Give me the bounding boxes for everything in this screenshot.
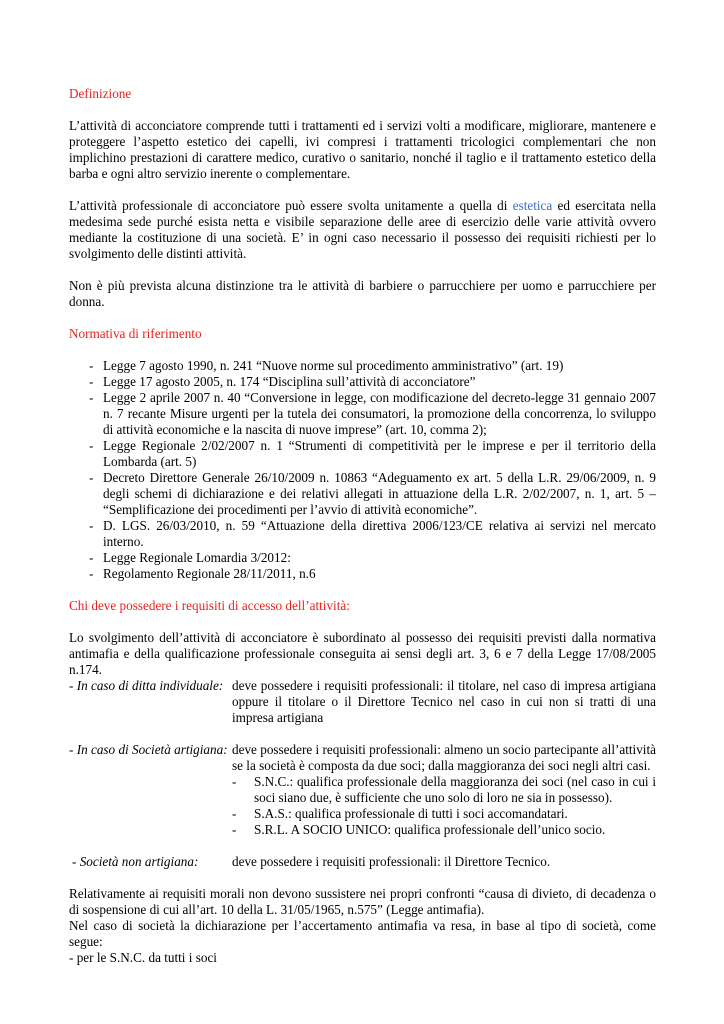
requisito-text: deve possedere i requisiti professionali: il Direttore Tecnico. (232, 854, 551, 869)
list-item (232, 774, 656, 806)
list-dash: - (89, 374, 94, 389)
paragraph-definizione-2 (69, 198, 656, 262)
paragraph-definizione-3: Non è più prevista alcuna distinzione tra le attività di barbiere o parrucchiere per uomo e parrucchiere per donna. (69, 278, 656, 309)
list-item-text: Legge 17 agosto 2005, n. 174 “Disciplina sull’attività di acconciatore” (103, 374, 476, 389)
list-dash: - (89, 566, 94, 581)
requisito-label: - In caso di ditta individuale: (69, 678, 224, 693)
paragraph-definizione-1: L’attività di acconciatore comprende tutti i trattamenti ed i servizi volti a modificare, migliorare, mantenere e proteggere l’aspetto estetico dei capelli, ivi compresi i trattamenti tricologici complementari che non implichino prestazioni di carattere medico, curativo o sanitario, nonché il taglio e il trattamento estetico della barba e ogni altro servizio inerente o complementare. (69, 118, 656, 181)
list-item (69, 470, 656, 518)
list-item-text: S.R.L. A SOCIO UNICO: qualifica professionale dell’unico socio. (254, 822, 606, 837)
list-item (232, 806, 656, 822)
requisito-label: - Società non artigiana: (72, 854, 199, 869)
list-dash: - (89, 358, 94, 373)
list-item-text: S.A.S.: qualifica professionale di tutti i soci accomandatari. (254, 806, 568, 821)
list-item (69, 566, 656, 582)
list-item-text: S.N.C.: qualifica professionale della maggioranza dei soci (nel caso in cui i soci siano due, è sufficiente che uno solo di loro ne sia in possesso). (254, 774, 656, 805)
normativa-list (69, 358, 656, 582)
heading-definizione: Definizione (69, 86, 132, 101)
paragraph-snc: - per le S.N.C. da tutti i soci (69, 950, 217, 965)
list-item-text: Legge 7 agosto 1990, n. 241 “Nuove norme sul procedimento amministrativo” (art. 19) (103, 358, 564, 373)
list-dash: - (89, 438, 94, 453)
list-item (69, 550, 656, 566)
list-item (69, 374, 656, 390)
list-item-text: Regolamento Regionale 28/11/2011, n.6 (103, 566, 316, 581)
requisito-societa-artigiana (69, 742, 656, 838)
text-segment: ed esercitata nella medesima sede purché esista netta e visibile separazione delle aree di esercizio delle varie attività ovvero mediante la costituzione di una società. E’ in ogni caso necessario il possesso dei requisiti richiesti per lo svolgimento delle distinti attività. (69, 198, 657, 261)
list-item (69, 518, 656, 550)
paragraph-requisiti-morali: Relativamente ai requisiti morali non devono sussistere nei propri confronti “causa di divieto, di decadenza o di sospensione di cui all’art. 10 della L. 31/05/1965, n.575” (Legge antimafia). (69, 886, 656, 917)
text-segment: L’attività professionale di acconciatore può essere svolta unitamente a quella di (69, 198, 513, 213)
list-item-text: D. LGS. 26/03/2010, n. 59 “Attuazione della direttiva 2006/123/CE relativa ai servizi nel mercato interno. (103, 518, 656, 549)
list-item (69, 358, 656, 374)
document-page (69, 86, 656, 966)
list-item-text: Legge Regionale 2/02/2007 n. 1 “Strumenti di competitività per le imprese e per il territorio della Lombarda (art. 5) (103, 438, 656, 469)
list-item-text: Legge 2 aprile 2007 n. 40 “Conversione in legge, con modificazione del decreto-legge 31 gennaio 2007 n. 7 recante Misure urgenti per la tutela dei consumatori, la promozione della concorrenza, lo sviluppo di attività economiche e la nascita di nuove imprese” (art. 10, comma 2); (103, 390, 656, 437)
list-dash: - (89, 518, 94, 533)
requisito-body (232, 742, 656, 838)
requisito-text: deve possedere i requisiti professionali: il titolare, nel caso di impresa artigiana oppure il titolare o il Direttore Tecnico nel caso in cui non si tratti di una impresa artigiana (232, 678, 656, 725)
list-item-text: Legge Regionale Lomardia 3/2012: (103, 550, 291, 565)
requisito-label: - In caso di Società artigiana: (69, 742, 228, 757)
heading-normativa: Normativa di riferimento (69, 326, 202, 341)
paragraph-requisiti-intro: Lo svolgimento dell’attività di acconciatore è subordinato al possesso dei requisiti previsti dalla normativa antimafia e della qualificazione professionale conseguita ai sensi degli art. 3, 6 e 7 della Legge 17/08/2005 n.174. (69, 630, 656, 677)
list-item-text: Decreto Direttore Generale 26/10/2009 n. 10863 “Adeguamento ex art. 5 della L.R. 29/06/2009, n. 9 degli schemi di dichiarazione e dei relativi allegati in attuazione della L.R. 2/02/2007, n. 1, art. 5 – “Semplificazione dei procedimenti per l’avvio di attività economiche”. (103, 470, 656, 517)
paragraph-antimafia: Nel caso di società la dichiarazione per l’accertamento antimafia va resa, in base al tipo di società, come segue: (69, 918, 656, 949)
list-dash: - (232, 806, 237, 821)
list-dash: - (232, 774, 237, 789)
list-item (69, 438, 656, 470)
requisito-ditta-individuale (69, 678, 656, 726)
societa-sub-list (232, 774, 656, 838)
list-item (69, 390, 656, 438)
requisito-societa-non-artigiana (69, 854, 656, 870)
heading-requisiti: Chi deve possedere i requisiti di accesso dell’attività: (69, 598, 350, 613)
list-dash: - (89, 390, 94, 405)
list-dash: - (89, 550, 94, 565)
requisito-text: deve possedere i requisiti professionali: almeno un socio partecipante all’attività se la società è composta da due soci; dalla maggioranza dei soci negli altri casi. (232, 742, 656, 773)
list-item (232, 822, 656, 838)
list-dash: - (89, 470, 94, 485)
list-dash: - (232, 822, 237, 837)
estetica-link[interactable]: estetica (512, 198, 553, 213)
